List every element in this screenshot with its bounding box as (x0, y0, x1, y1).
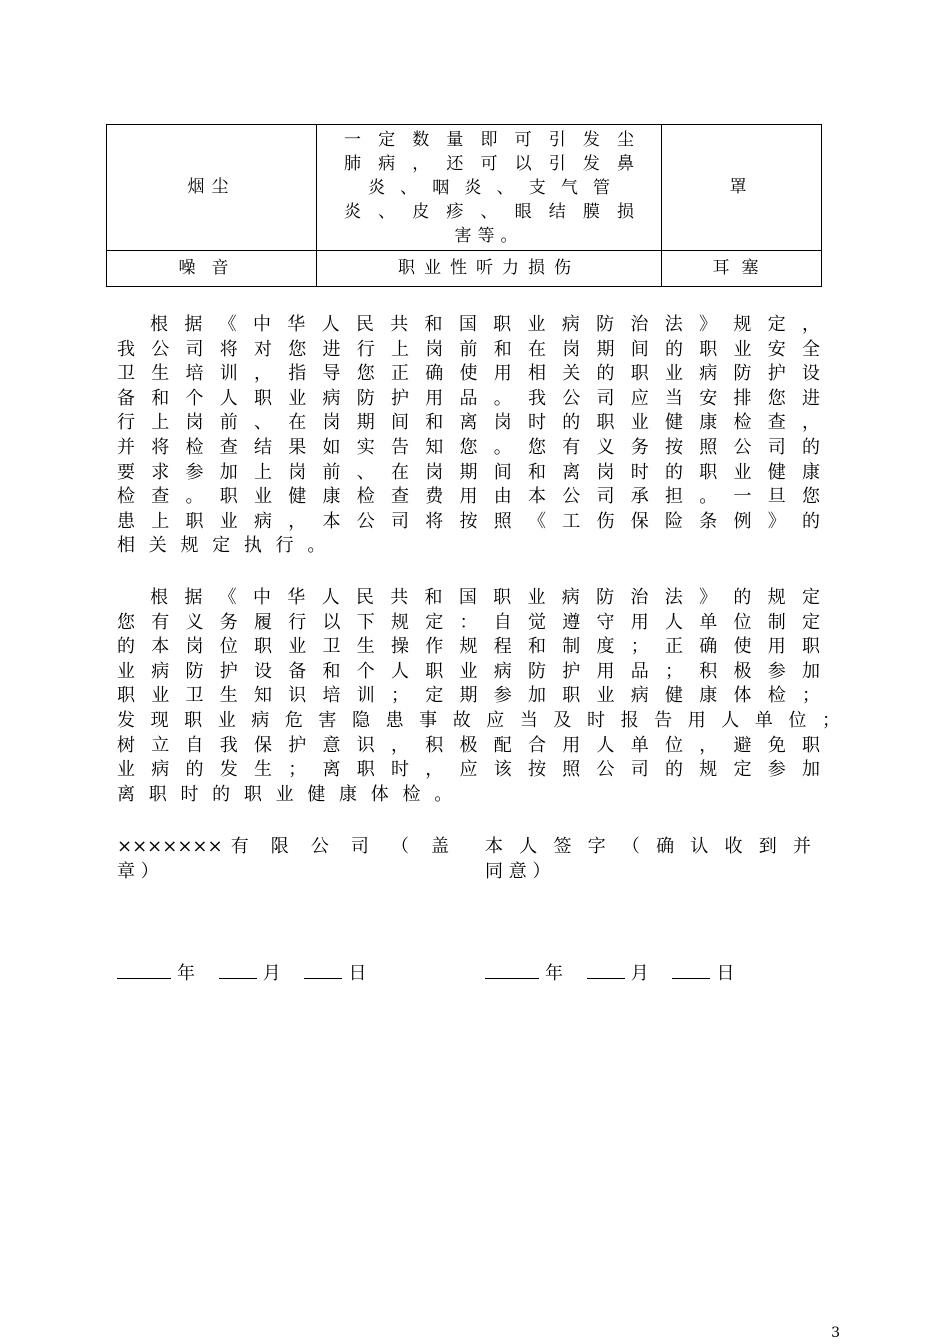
text-line: 职业卫生知识培训；定期参加职业病健康体检； (117, 685, 820, 707)
effect-line: 炎、皮疹、眼结膜损 (344, 201, 634, 222)
effect-line: 一定数量即可引发尘 (344, 129, 634, 150)
company-seal-line: ×××××××有 限 公 司 （ 盖 (117, 836, 449, 857)
effect-cell (317, 125, 662, 251)
text-line: 的本岗位职业卫生操作规程和制度；正确使用职 (117, 636, 820, 658)
protection-cell: 耳塞 (662, 251, 822, 287)
text-line: 根 据 《 中 华 人 民 共 和 国 职 业 病 防 治 法 》 规 定 ， (150, 314, 820, 335)
text-line: 我公司将对您进行上岗前和在岗期间的职业安全 (117, 338, 820, 360)
year-blank[interactable] (485, 962, 539, 979)
effect-line: 害等。 (454, 225, 524, 246)
month-label: 月 (262, 963, 283, 984)
text-line: 并将检查结果如实告知您。您有义务按照公司的 (117, 436, 820, 458)
text-line: 您有义务履行以下规定：自觉遵守用人单位制定 (117, 611, 820, 633)
text-line: 离 职 时 的 职 业 健 康 体 检 。 (117, 783, 457, 805)
text-line: 备和个人职业病防护用品。我公司应当安排您进 (117, 387, 820, 409)
text-line: 业病的发生；离职时，应该按照公司的规定参加 (117, 759, 820, 781)
protection-cell: 罩 (662, 125, 822, 251)
month-blank[interactable] (587, 962, 625, 979)
month-label: 月 (630, 963, 651, 984)
company-seal-block (117, 835, 449, 884)
text-line: 患上职业病，本公司将按照《工伤保险条例》的 (117, 510, 820, 532)
paragraph-employer-obligations (117, 313, 820, 559)
employee-signature-line: 本 人 签 字 （ 确 认 收 到 并 (485, 836, 811, 857)
day-label: 日 (716, 963, 737, 984)
hazard-cell: 烟尘 (107, 125, 317, 251)
effect-line: 炎、咽炎、支气管 (368, 177, 610, 198)
employee-signature-block (485, 835, 811, 884)
table-row (107, 251, 822, 287)
effect-line: 肺病，还可以引发鼻 (344, 153, 634, 174)
table-row (107, 125, 822, 251)
day-blank[interactable] (672, 962, 710, 979)
page-number: 3 (831, 1325, 840, 1341)
text-line: 业病防护设备和个人职业病防护用品；积极参加 (117, 660, 820, 682)
year-blank[interactable] (117, 962, 171, 979)
text-line: 行上岗前、在岗期间和离岗时的职业健康检查， (117, 412, 820, 434)
company-date (117, 959, 368, 985)
month-blank[interactable] (219, 962, 257, 979)
day-label: 日 (348, 963, 369, 984)
day-blank[interactable] (304, 962, 342, 979)
text-line: 树立自我保护意识，积极配合用人单位，避免职 (117, 734, 820, 756)
text-line: 根 据 《 中 华 人 民 共 和 国 职 业 病 防 治 法 》 的 规 定 (150, 587, 820, 608)
year-label: 年 (545, 963, 565, 984)
employee-date (485, 959, 736, 985)
text-line: 发现职业病危害隐患事故应当及时报告用人单位； (117, 709, 840, 731)
hazard-cell: 噪音 (107, 251, 317, 287)
effect-cell: 职业性听力损伤 (317, 251, 662, 287)
text-line: 卫生培训，指导您正确使用相关的职业病防护设 (117, 363, 820, 385)
year-label: 年 (177, 963, 197, 984)
employee-signature-line: 同 意 ） (485, 860, 551, 882)
company-seal-line: 章 ） (117, 860, 159, 882)
text-line: 要求参加上岗前、在岗期间和离岗时的职业健康 (117, 461, 820, 483)
hazard-table (106, 124, 822, 287)
text-line: 相 关 规 定 执 行 。 (117, 535, 330, 557)
paragraph-employee-obligations (117, 586, 840, 807)
text-line: 检查。职业健康检查费用由本公司承担。一旦您 (117, 486, 820, 508)
